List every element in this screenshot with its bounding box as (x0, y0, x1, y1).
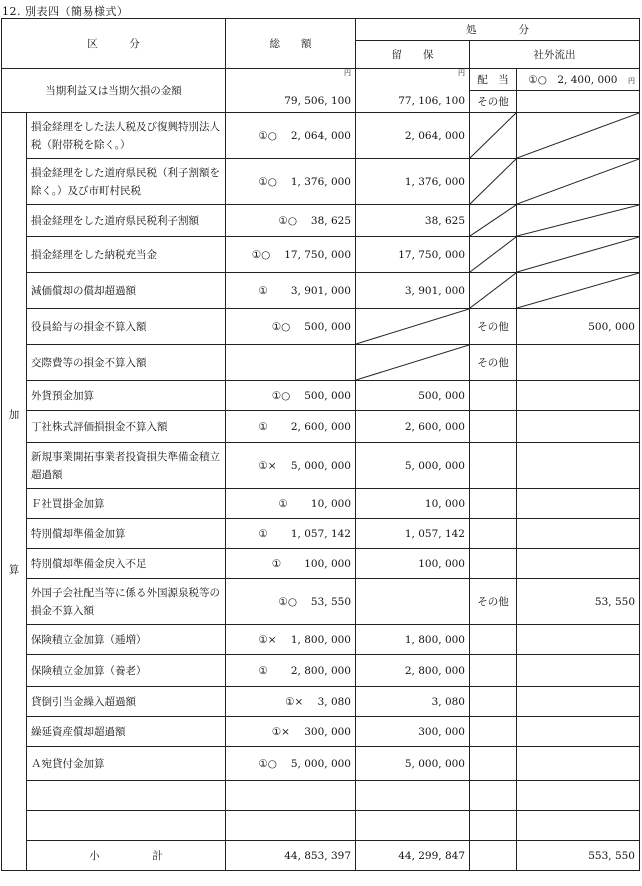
haito-label: 配 当 (470, 69, 517, 91)
row-mark: ①○ (278, 215, 297, 227)
table-row (2, 579, 640, 625)
row-label (27, 781, 226, 811)
row-mark: ①○ (258, 130, 277, 142)
first-row-sonota: その他 (470, 91, 517, 113)
row-outflow (517, 717, 640, 747)
table-row (2, 411, 640, 443)
row-ryuho: 1, 057, 142 (356, 519, 470, 549)
row-ryuho: 10, 000 (356, 489, 470, 519)
row-total (226, 411, 356, 443)
row-label: 特別償却準備金戻入不足 (27, 549, 226, 579)
row-total-value: 100, 000 (304, 558, 351, 570)
yen-unit: 円 (458, 69, 465, 77)
row-mark: ①○ (271, 321, 291, 333)
row-outflow (517, 345, 640, 381)
row-label: 新規事業開拓事業者投資損失準備金積立超過額 (27, 443, 226, 489)
row-total-value: 2, 800, 000 (290, 665, 351, 677)
row-mark: ① (278, 498, 288, 510)
row-label: 損金経理をした納税充当金 (27, 237, 226, 273)
table-row (2, 687, 640, 717)
row-outflow (517, 655, 640, 687)
table-row (2, 489, 640, 519)
row-sonota: その他 (470, 309, 517, 345)
row-ryuho: 500, 000 (356, 381, 470, 411)
row-total (226, 811, 356, 841)
row-ryuho: 2, 800, 000 (356, 655, 470, 687)
row-mark: ①○ (258, 758, 277, 770)
row-sonota-diagonal (470, 159, 517, 205)
row-label: 交際費等の損金不算入額 (27, 345, 226, 381)
row-total (226, 489, 356, 519)
kasan-side-label (2, 113, 27, 871)
row-total (226, 687, 356, 717)
row-total-value: 1, 800, 000 (290, 634, 351, 646)
table-row (2, 273, 640, 309)
row-outflow (517, 687, 640, 717)
row-total-value: 500, 000 (304, 390, 351, 402)
row-outflow-diagonal (517, 237, 640, 273)
table-row (2, 519, 640, 549)
row-label: Ｆ社買掛金加算 (27, 489, 226, 519)
table-row (2, 443, 640, 489)
row-ryuho: 1, 376, 000 (356, 159, 470, 205)
row-ryuho: 17, 750, 000 (356, 237, 470, 273)
row-sonota (470, 549, 517, 579)
row-outflow: 500, 000 (517, 309, 640, 345)
row-sonota (470, 381, 517, 411)
row-outflow (517, 381, 640, 411)
row-sonota-diagonal (470, 273, 517, 309)
row-total-value: 10, 000 (310, 498, 351, 510)
row-label: 保険積立金加算（逓増） (27, 625, 226, 655)
subtotal-total: 44, 853, 397 (226, 841, 356, 871)
row-ryuho-diagonal (356, 309, 470, 345)
row-total-value: 5, 000, 000 (290, 758, 351, 770)
table-row (2, 717, 640, 747)
row-total-value: 1, 057, 142 (290, 528, 351, 540)
row-ryuho: 100, 000 (356, 549, 470, 579)
row-outflow: 53, 550 (517, 579, 640, 625)
header-ryuho: 留 保 (356, 41, 470, 69)
row-ryuho-diagonal (356, 345, 470, 381)
row-total (226, 345, 356, 381)
table-row (2, 747, 640, 781)
row-total-value: 53, 550 (310, 596, 351, 608)
row-ryuho (356, 579, 470, 625)
row-sonota (470, 625, 517, 655)
row-total-value: 5, 000, 000 (290, 460, 351, 472)
row-ryuho: 300, 000 (356, 717, 470, 747)
subtotal-row (2, 841, 640, 871)
row-mark: ①○ (278, 596, 297, 608)
row-total-value: 2, 600, 000 (290, 421, 351, 433)
row-sonota (470, 519, 517, 549)
row-label: 役員給与の損金不算入額 (27, 309, 226, 345)
subtotal-label: 小 計 (27, 841, 226, 871)
row-sonota (470, 687, 517, 717)
kasan-top-char: 加 (8, 408, 20, 421)
row-ryuho: 3, 080 (356, 687, 470, 717)
row-sonota (470, 411, 517, 443)
subtotal-outflow: 553, 550 (517, 841, 640, 871)
row-total (226, 549, 356, 579)
row-total-value: 3, 080 (317, 696, 351, 708)
row-mark: ① (258, 528, 268, 540)
row-ryuho: 5, 000, 000 (356, 747, 470, 781)
table-row (2, 309, 640, 345)
kasan-bottom-char: 算 (8, 563, 20, 576)
header-kubun: 区 分 (2, 19, 226, 69)
subtotal-ryuho: 44, 299, 847 (356, 841, 470, 871)
row-ryuho: 38, 625 (356, 205, 470, 237)
row-total-value: 17, 750, 000 (284, 249, 351, 261)
row-total (226, 237, 356, 273)
row-total-value: 2, 064, 000 (290, 130, 351, 142)
row-total-value: 300, 000 (304, 726, 351, 738)
row-total (226, 519, 356, 549)
row-total (226, 309, 356, 345)
table-row (2, 159, 640, 205)
row-total (226, 113, 356, 159)
row-label (27, 811, 226, 841)
row-label: 損金経理をした道府県民税利子割額 (27, 205, 226, 237)
row-total (226, 781, 356, 811)
row-total-value: 3, 901, 000 (290, 285, 351, 297)
row-mark: ① (271, 558, 282, 570)
table-row (2, 205, 640, 237)
row-sonota (470, 811, 517, 841)
row-sonota-diagonal (470, 237, 517, 273)
header-sougaku: 総 額 (226, 19, 356, 69)
row-total (226, 205, 356, 237)
row-total (226, 625, 356, 655)
row-ryuho: 1, 800, 000 (356, 625, 470, 655)
page-title: 12. 別表四（簡易様式） (2, 5, 129, 18)
table-row (2, 381, 640, 411)
row-mark: ①× (258, 634, 277, 646)
row-label: 保険積立金加算（養老） (27, 655, 226, 687)
row-label: 外貨預金加算 (27, 381, 226, 411)
row-mark: ①○ (271, 390, 291, 402)
row-ryuho: 3, 901, 000 (356, 273, 470, 309)
haito-mark: ①○ (528, 74, 547, 86)
row-outflow-diagonal (517, 113, 640, 159)
table-row (2, 625, 640, 655)
row-mark: ①× (271, 726, 290, 738)
table-row (2, 781, 640, 811)
row-label: 特別償却準備金加算 (27, 519, 226, 549)
row-mark: ①○ (258, 176, 277, 188)
row-outflow-diagonal (517, 205, 640, 237)
row-ryuho: 2, 600, 000 (356, 411, 470, 443)
row-total (226, 717, 356, 747)
row-sonota-diagonal (470, 113, 517, 159)
row-label: 繰延資産償却超過額 (27, 717, 226, 747)
header-shagai: 社外流出 (470, 41, 640, 69)
first-row-total: 79, 506, 100 (226, 91, 356, 113)
row-outflow-diagonal (517, 159, 640, 205)
row-sonota (470, 443, 517, 489)
row-outflow (517, 489, 640, 519)
row-outflow (517, 811, 640, 841)
row-label: 丁社株式評価損損金不算入額 (27, 411, 226, 443)
row-sonota (470, 655, 517, 687)
row-label: Ａ宛貸付金加算 (27, 747, 226, 781)
header-shobun: 処 分 (356, 19, 640, 41)
row-mark: ①× (285, 696, 304, 708)
row-outflow (517, 549, 640, 579)
row-total-value: 500, 000 (304, 321, 351, 333)
haito-value: 2, 400, 000 (557, 74, 618, 86)
row-total (226, 273, 356, 309)
row-total (226, 381, 356, 411)
row-sonota (470, 717, 517, 747)
row-outflow (517, 411, 640, 443)
row-sonota (470, 781, 517, 811)
row-total (226, 579, 356, 625)
table-row (2, 811, 640, 841)
row-mark: ① (258, 421, 268, 433)
row-total (226, 159, 356, 205)
row-label: 損金経理をした道府県民税（利子割額を除く。）及び市町村民税 (27, 159, 226, 205)
row-sonota: その他 (470, 579, 517, 625)
beppyo4-table (1, 18, 640, 871)
row-ryuho (356, 781, 470, 811)
row-mark: ①○ (251, 249, 271, 261)
row-ryuho: 2, 064, 000 (356, 113, 470, 159)
row-total-value: 1, 376, 000 (290, 176, 351, 188)
row-outflow (517, 625, 640, 655)
table-row (2, 549, 640, 579)
row-outflow-diagonal (517, 273, 640, 309)
row-label: 損金経理をした法人税及び復興特別法人税（附帯税を除く。） (27, 113, 226, 159)
row-label: 減価償却の償却超過額 (27, 273, 226, 309)
table-row (2, 345, 640, 381)
row-mark: ① (258, 285, 268, 297)
row-outflow (517, 747, 640, 781)
table-row (2, 655, 640, 687)
row-sonota: その他 (470, 345, 517, 381)
row-total (226, 655, 356, 687)
row-label: 貸倒引当金繰入超過額 (27, 687, 226, 717)
row-mark: ① (258, 665, 268, 677)
row-outflow (517, 519, 640, 549)
yen-unit: 円 (628, 77, 635, 85)
row-sonota-diagonal (470, 205, 517, 237)
row-sonota (470, 489, 517, 519)
table-row (2, 113, 640, 159)
row-sonota (470, 747, 517, 781)
row-label: 外国子会社配当等に係る外国源泉税等の損金不算入額 (27, 579, 226, 625)
first-row-ryuho: 77, 106, 100 (356, 91, 470, 113)
table-row (2, 237, 640, 273)
row-outflow (517, 443, 640, 489)
yen-unit: 円 (344, 69, 351, 77)
row-total (226, 443, 356, 489)
row-total (226, 747, 356, 781)
row-mark: ①× (258, 460, 277, 472)
row-ryuho (356, 811, 470, 841)
row-ryuho: 5, 000, 000 (356, 443, 470, 489)
row-total-value: 38, 625 (310, 215, 351, 227)
first-row-label: 当期利益又は当期欠損の金額 (2, 69, 226, 113)
row-outflow (517, 781, 640, 811)
